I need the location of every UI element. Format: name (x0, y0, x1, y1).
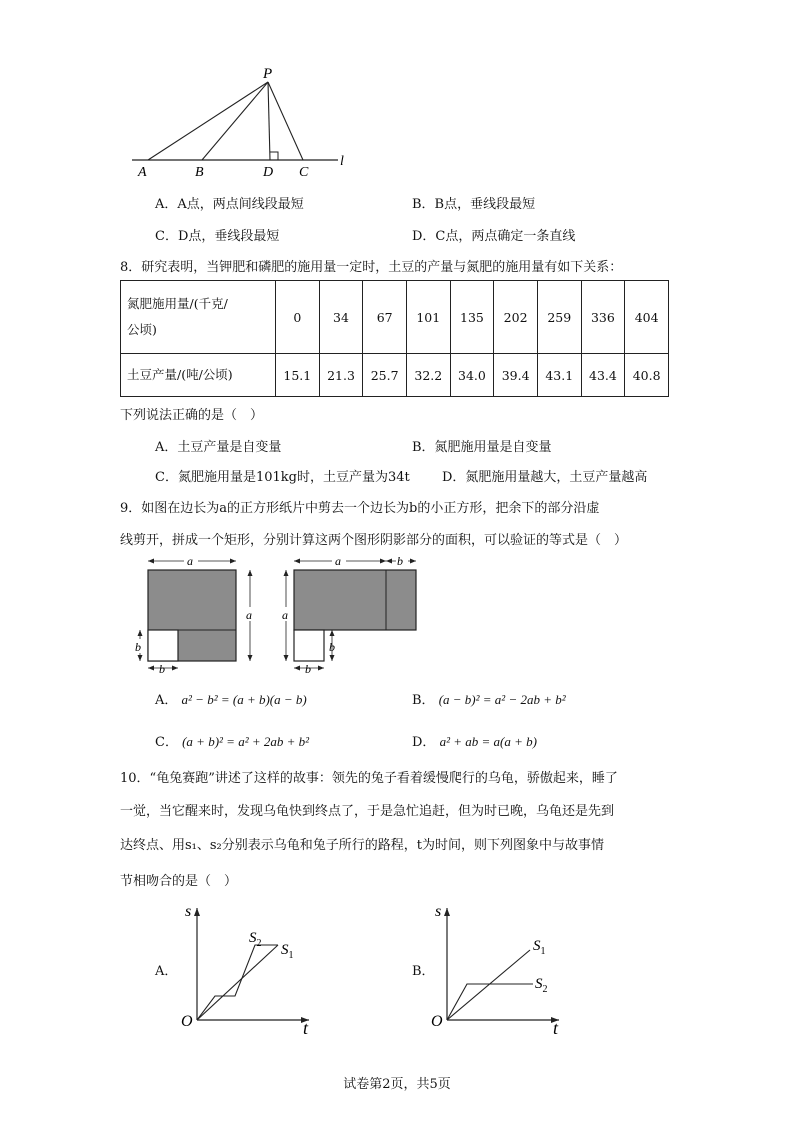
q10-line2: 一觉，当它醒来时，发现乌龟快到终点了，于是急忙追赶，但为时已晚，乌龟还是先到 (120, 804, 615, 819)
table-cell: 202 (494, 281, 538, 354)
s2-label: $S_2$ (535, 976, 548, 995)
option-letter: B． (412, 693, 435, 708)
point-p-label: P (263, 66, 273, 82)
s2-label: $S_2$ (249, 930, 262, 949)
option-letter: A． (155, 693, 178, 708)
line-l-label: l (340, 154, 344, 169)
q10-graph-a[interactable] (175, 900, 320, 1035)
q7-option-d[interactable]: D．C点，两点确定一条直线 (412, 229, 576, 244)
label-a: a (246, 608, 252, 622)
point-c-label: C (299, 165, 309, 180)
q8-stem: 8．研究表明，当钾肥和磷肥的施用量一定时，土豆的产量与氮肥的施用量有如下关系： (120, 260, 623, 275)
label-b: b (135, 640, 141, 654)
point-b-label: B (195, 165, 204, 180)
axis-s-label: s (185, 903, 192, 920)
table-cell: 21.3 (319, 354, 363, 397)
table-cell: 32.2 (406, 354, 450, 397)
q7-option-b[interactable]: B．B点，垂线段最短 (412, 197, 536, 212)
q9-option-d[interactable] (412, 731, 537, 750)
q8-option-d[interactable]: D．氮肥施用量越大，土豆产量越高 (442, 470, 648, 485)
label-a: a (187, 554, 193, 568)
q10-option-b-label[interactable]: B． (412, 964, 435, 979)
table-cell: 259 (537, 281, 581, 354)
table-cell: 67 (363, 281, 407, 354)
table-cell: 336 (581, 281, 625, 354)
table-header-cell: 土豆产量/(吨/公顷) (121, 354, 276, 397)
origin-label: O (431, 1013, 443, 1030)
table-cell: 404 (625, 281, 669, 354)
q8-question: 下列说法正确的是（ ） (120, 408, 264, 423)
table-cell: 39.4 (494, 354, 538, 397)
q7-figure (120, 62, 360, 182)
q10-option-a-label[interactable]: A． (155, 964, 178, 979)
table-cell: 34 (319, 281, 363, 354)
s1-label: $S_1$ (533, 938, 546, 957)
table-cell: 25.7 (363, 354, 407, 397)
option-formula: (a + b)² = a² + 2ab + b² (182, 734, 310, 749)
label-b: b (159, 662, 165, 675)
q9-figures (130, 550, 430, 675)
axis-t-label: t (303, 1018, 309, 1035)
table-cell: 101 (406, 281, 450, 354)
option-formula: a² + ab = a(a + b) (439, 734, 537, 749)
table-cell: 34.0 (450, 354, 494, 397)
q10-line4: 节相吻合的是（ ） (120, 874, 238, 889)
label-b: b (305, 662, 311, 675)
q9-option-c[interactable] (155, 731, 309, 750)
q7-option-a[interactable]: A．A点，两点间线段最短 (155, 197, 304, 212)
page-footer: 试卷第2页，共5页 (343, 1077, 451, 1092)
table-row (121, 281, 669, 354)
q9-stem-line2: 线剪开，拼成一个矩形，分别计算这两个图形阴影部分的面积，可以验证的等式是（ ） (120, 533, 628, 548)
q7-option-c[interactable]: C．D点，垂线段最短 (155, 229, 280, 244)
q8-option-c[interactable]: C．氮肥施用量是101kg时，土豆产量为34t (155, 470, 410, 485)
s1-label: $S_1$ (281, 942, 294, 961)
q8-option-b[interactable]: B．氮肥施用量是自变量 (412, 440, 552, 455)
table-header-cell (121, 281, 276, 354)
q10-line3: 达终点、用s₁、s₂分别表示乌龟和兔子所行的路程，t为时间，则下列图象中与故事情 (120, 838, 604, 853)
label-b: b (397, 554, 403, 568)
q9-option-a[interactable] (155, 689, 307, 708)
table-cell: 40.8 (625, 354, 669, 397)
label-a: a (282, 608, 288, 622)
q10-line1: 10．“龟兔赛跑”讲述了这样的故事：领先的兔子看着缓慢爬行的乌龟，骄傲起来，睡了 (120, 771, 618, 786)
table-cell: 0 (276, 281, 320, 354)
label-a: a (335, 554, 341, 568)
option-letter: D． (412, 735, 436, 750)
table-cell: 135 (450, 281, 494, 354)
table-row (121, 354, 669, 397)
header-line: 氮肥施用量/(千克/ (127, 296, 228, 311)
option-formula: a² − b² = (a + b)(a − b) (181, 692, 307, 707)
axis-s-label: s (435, 903, 442, 920)
header-line: 公顷) (127, 322, 157, 337)
q9-option-b[interactable] (412, 689, 566, 708)
table-cell: 15.1 (276, 354, 320, 397)
q9-stem-line1: 9．如图在边长为a的正方形纸片中剪去一个边长为b的小正方形，把余下的部分沿虚 (120, 501, 600, 516)
table-cell: 43.1 (537, 354, 581, 397)
q8-option-a[interactable]: A．土豆产量是自变量 (155, 440, 282, 455)
point-a-label: A (138, 165, 147, 180)
option-letter: C． (155, 735, 178, 750)
origin-label: O (181, 1013, 193, 1030)
point-d-label: D (263, 165, 274, 180)
q10-graph-b[interactable] (425, 900, 575, 1035)
axis-t-label: t (553, 1018, 559, 1035)
table-cell: 43.4 (581, 354, 625, 397)
option-formula: (a − b)² = a² − 2ab + b² (438, 692, 566, 707)
q8-table (120, 280, 669, 397)
label-b: b (329, 640, 335, 654)
